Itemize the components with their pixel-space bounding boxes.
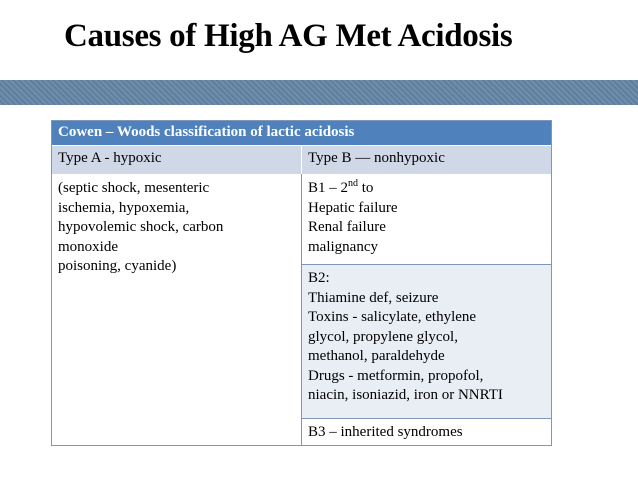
type-a-heading: Type A - hypoxic: [52, 145, 301, 174]
type-a-causes: [52, 174, 301, 445]
table-header: Cowen – Woods classification of lactic acidosis: [52, 121, 551, 145]
b2-line: B2:: [308, 270, 330, 286]
b1-heading: [308, 179, 551, 199]
type-b-heading: Type B — nonhypoxic: [301, 145, 551, 174]
b1-prefix: B1 – 2: [308, 180, 349, 196]
type-a-line: hypovolemic shock, carbon: [58, 219, 224, 235]
b2-line: Toxins - salicylate, ethylene: [308, 309, 477, 325]
slide-title: Causes of High AG Met Acidosis: [64, 18, 513, 54]
type-a-line: monoxide: [58, 238, 118, 255]
b1-line: Renal failure: [308, 219, 386, 235]
type-a-line: (septic shock, mesenteric: [58, 180, 210, 196]
type-b3-causes: B3 – inherited syndromes: [301, 418, 551, 445]
type-b2-causes: [301, 264, 551, 418]
type-a-line: poisoning, cyanide): [58, 258, 177, 274]
b1-suffix: to: [358, 180, 374, 196]
b1-superscript: nd: [348, 178, 359, 189]
b2-line: niacin, isoniazid, iron or NNRTI: [308, 387, 503, 403]
b2-line: glycol, propylene glycol,: [308, 328, 458, 345]
decorative-band: [0, 80, 638, 105]
b2-line: Drugs - metformin, propofol,: [308, 367, 484, 384]
type-a-line: ischemia, hypoxemia,: [58, 199, 190, 216]
b1-line: malignancy: [308, 238, 378, 255]
b2-line: Thiamine def, seizure: [308, 289, 439, 306]
type-b1-causes: [301, 174, 551, 264]
lactic-acidosis-table: [51, 120, 552, 446]
b1-line: Hepatic failure: [308, 199, 398, 216]
b2-line: methanol, paraldehyde: [308, 348, 445, 364]
